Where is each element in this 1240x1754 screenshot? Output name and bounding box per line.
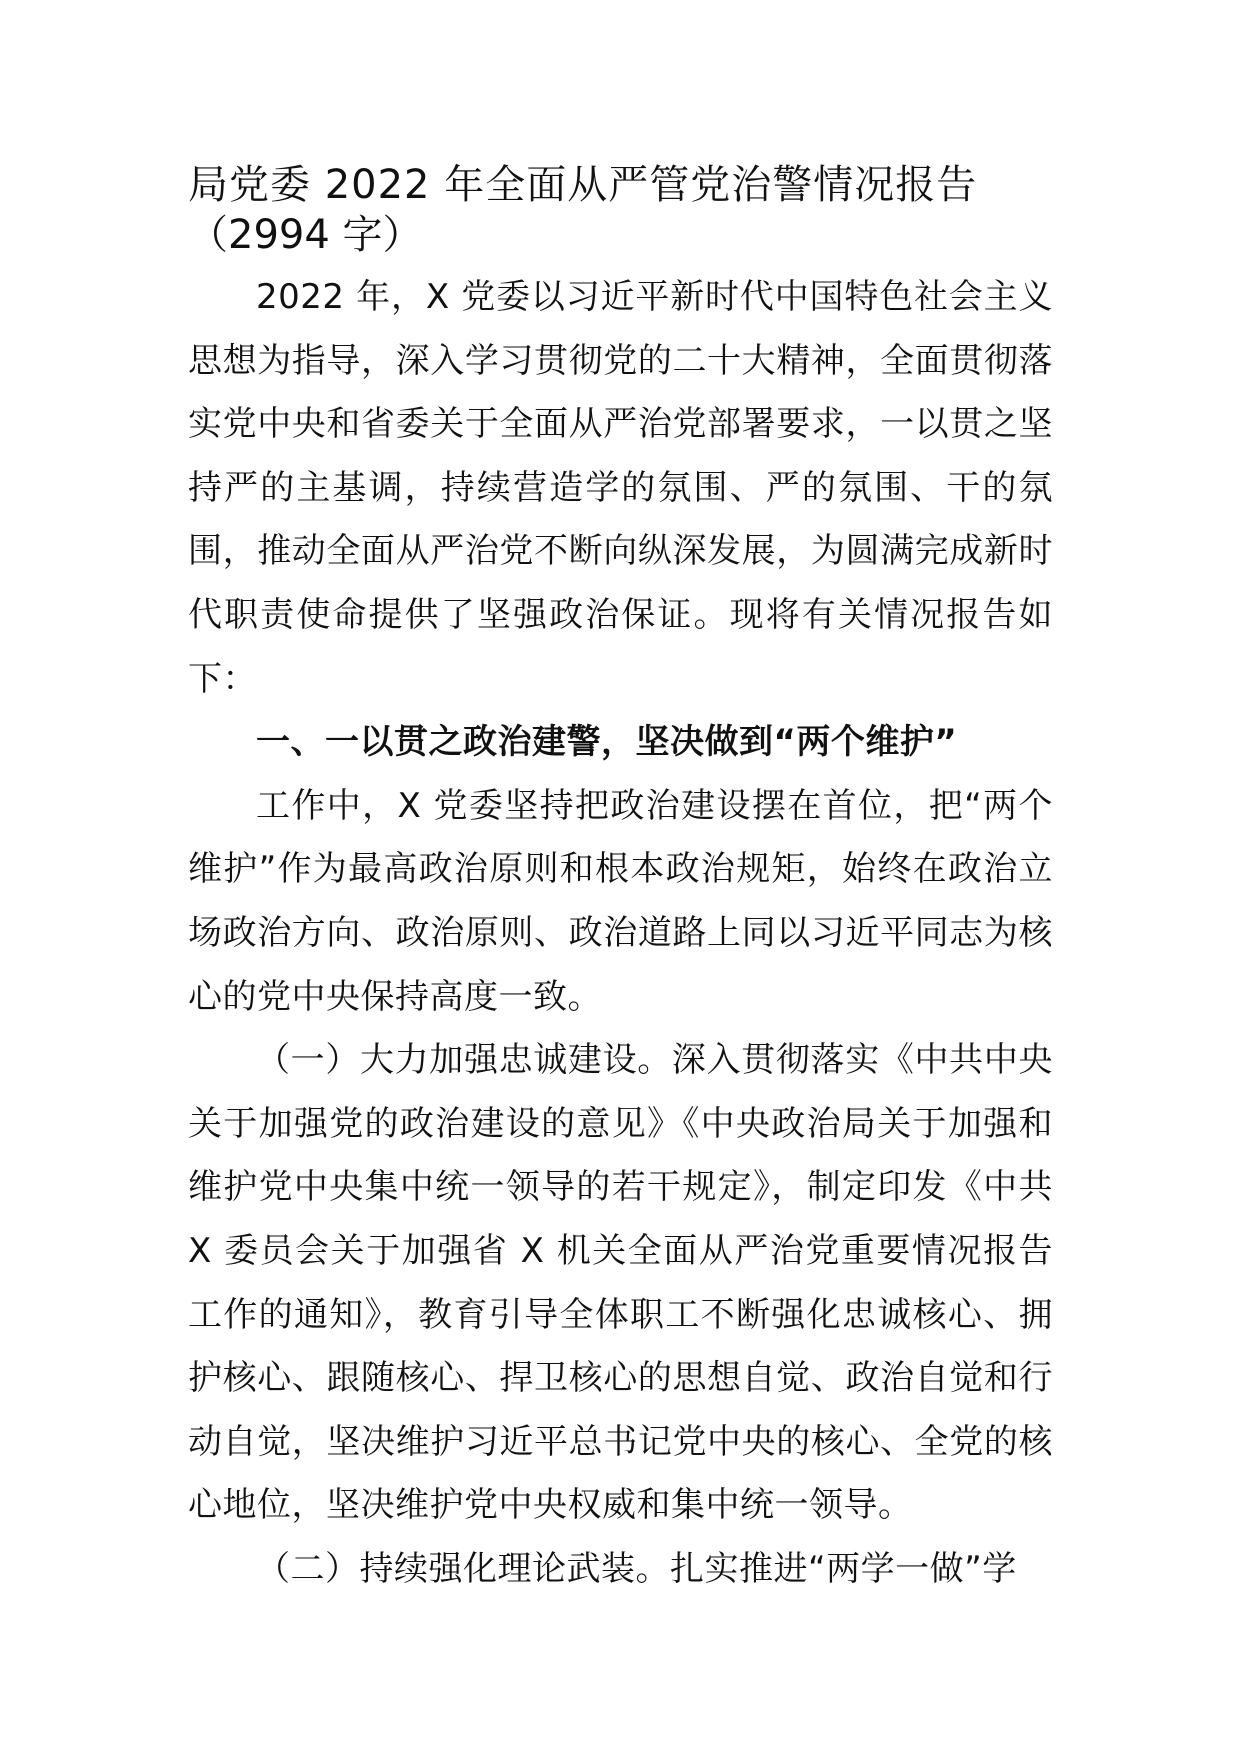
section-heading-1: 一、一以贯之政治建警，坚决做到“两个维护” [256,722,958,763]
document-page [188,160,1053,1601]
document-word-count: （2994 字） [188,212,423,258]
section1-paragraph: （二）持续强化理论武装。扎实推进“两学一做”学 [256,1548,1017,1589]
section1-paragraph: 工作中，X 党委坚持把政治建设摆在首位，把“两个维护”作为最高政治原则和根本政治规矩，始终在政治立场政治方向、政治原则、政治道路上同以习近平同志为核心的党中央保持高度一致。 [188,785,1053,1017]
document-title: 局党委 2022 年全面从严管党治警情况报告 [188,162,978,208]
section1-paragraph: （一）大力加强忠诚建设。深入贯彻落实《中共中央关于加强党的政治建设的意见》《中央政治局关于加强和维护党中央集中统一领导的若干规定》，制定印发《中共 X 委员会关于加强省 X 机关全面从严治党重要情况报告工作的通知》，教育引导全体职工不断强化忠诚核心、拥护核心、跟随核心、捍卫核心的思想自觉、政治自觉和行动自觉，坚决维护习近平总书记党中央的核心、全党的核心地位，坚决维护党中央权威和集中统一领导。 [188,1040,1053,1526]
intro-paragraph: 2022 年，X 党委以习近平新时代中国特色社会主义思想为指导，深入学习贯彻党的二十大精神，全面贯彻落实党中央和省委关于全面从严治党部署要求，一以贯之坚持严的主基调，持续营造学的氛围、严的氛围、干的氛围，推动全面从严治党不断向纵深发展，为圆满完成新时代职责使命提供了坚强政治保证。现将有关情况报告如下： [188,277,1053,699]
